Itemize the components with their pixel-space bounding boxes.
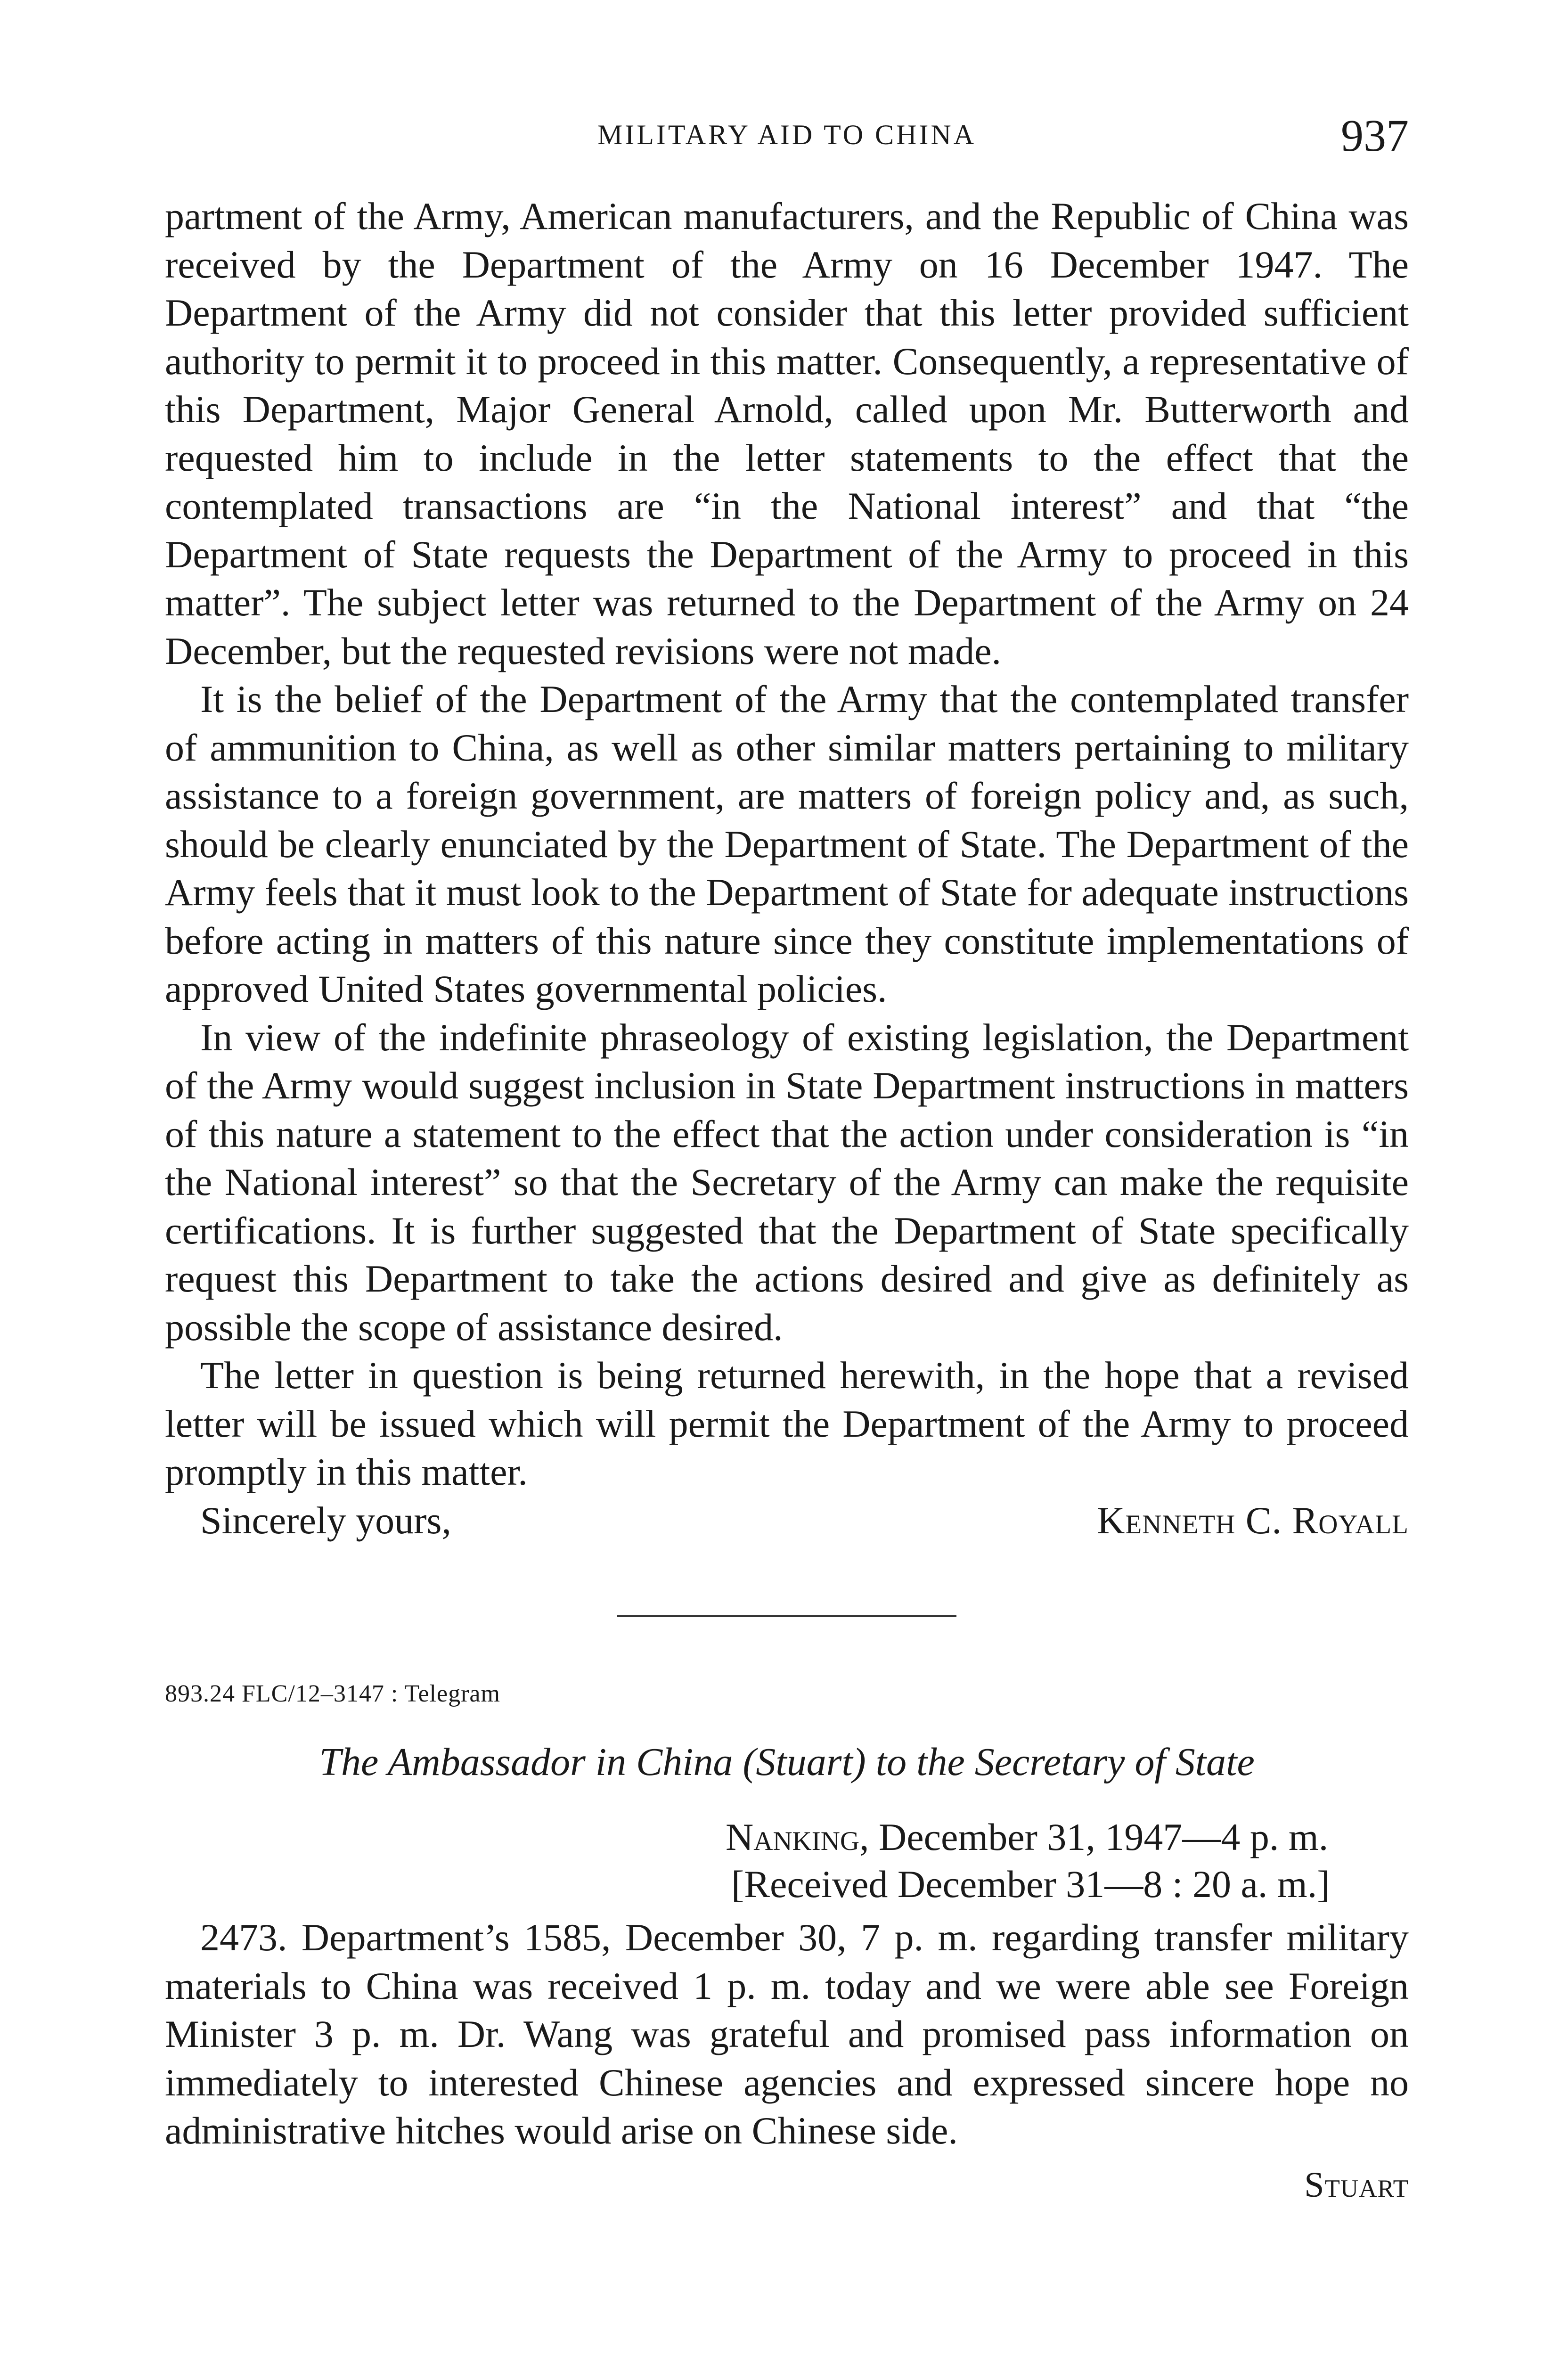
file-reference: 893.24 FLC/12–3147 : Telegram bbox=[165, 1680, 500, 1707]
telegram-body: 2473. Department’s 1585, December 30, 7 p. m. regarding transfer military materials to China was received 1 p. m. today and we were able see Foreign Minister 3 p. m. Dr. Wang was grateful and promised pass information on immediately to interested Chinese agencies and expressed sincere hope no administrative hitches would arise on Chinese side. bbox=[165, 1916, 1409, 2152]
letter-paragraph: The letter in question is being returned herewith, in the hope that a revised letter will be issued which will permit the Department of the Army to proceed promptly in this matter. bbox=[165, 1354, 1409, 1493]
complimentary-close: Sincerely yours, bbox=[200, 1498, 451, 1542]
letter-signature: Kenneth C. Royall bbox=[1097, 1498, 1409, 1542]
received-line: [Received December 31—8 : 20 a. m.] bbox=[731, 1863, 1330, 1906]
dateline-place: Nanking, bbox=[726, 1816, 869, 1858]
page-body bbox=[165, 192, 1409, 2209]
dateline bbox=[726, 1814, 1409, 1908]
dateline-date: December 31, 1947—4 p. m. bbox=[879, 1816, 1329, 1858]
running-title: MILITARY AID TO CHINA bbox=[597, 119, 977, 150]
telegram-signature: Stuart bbox=[1304, 2165, 1409, 2205]
document-title: The Ambassador in China (Stuart) to the Secretary of State bbox=[319, 1740, 1255, 1784]
section-divider bbox=[617, 1615, 956, 1617]
letter-paragraph: In view of the indefinite phraseology of existing legislation, the Department of the Army would suggest inclusion in State Department instructions in matters of this nature a statement to the effect that the action under consideration is “in the National interest” so that the Secretary of the Army can make the requisite certifications. It is further suggested that the Department of State specifically request this Department to take the actions desired and give as definitely as possible the scope of assistance desired. bbox=[165, 1015, 1409, 1349]
letter-paragraph: partment of the Army, American manufacturers, and the Republic of China was received by the Department of the Army on 16 December 1947. The Department of the Army did not consider that this letter provided sufficient authority to permit it to proceed in this matter. Consequently, a representative of this Department, Major General Arnold, called upon Mr. Butterworth and requested him to include in the letter statements to the effect that the contemplated transactions are “in the National interest” and that “the Department of State requests the Department of the Army to proceed in this matter”. The subject letter was returned to the Department of the Army on 24 December, but the requested revisions were not made. bbox=[165, 195, 1409, 672]
sent-line bbox=[726, 1814, 1409, 1861]
page-header bbox=[165, 109, 1409, 161]
page-number: 937 bbox=[1341, 110, 1409, 161]
letter-closing bbox=[165, 1497, 1409, 1545]
letter-paragraph: It is the belief of the Department of the Army that the contemplated transfer of ammunition to China, as well as other similar matters pertaining to military assistance to a foreign government, are matters of foreign policy and, as such, should be clearly enunciated by the Department of State. The Department of the Army feels that it must look to the Department of State for adequate instructions before acting in matters of this nature since they constitute implementations of approved United States governmental policies. bbox=[165, 678, 1409, 1010]
